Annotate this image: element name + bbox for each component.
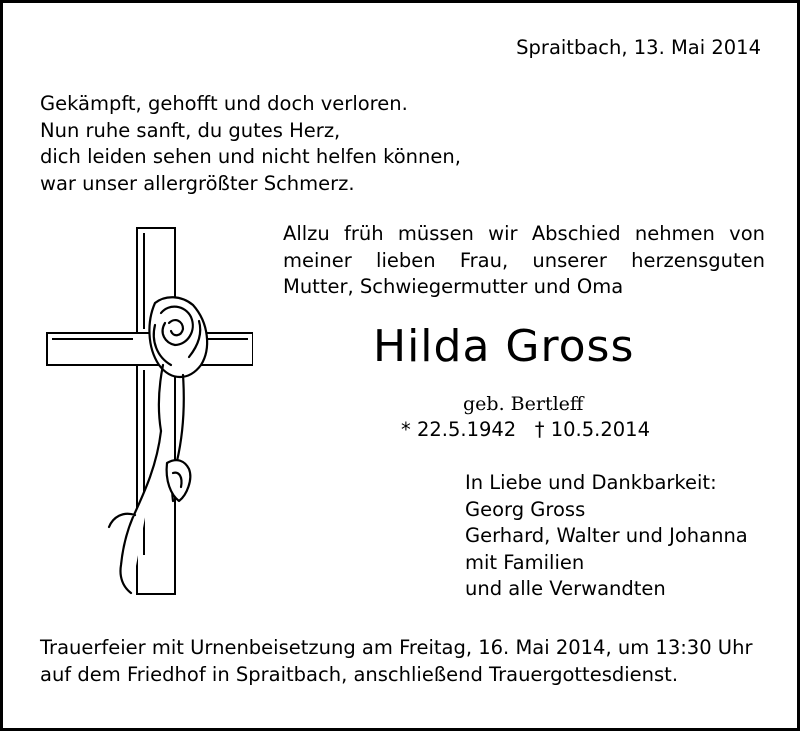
deceased-name: Hilda Gross (373, 321, 635, 372)
cross-with-rose-icon (43, 225, 253, 599)
mourners-line: In Liebe und Dankbarkeit: (465, 471, 717, 494)
life-dates: * 22.5.1942 † 10.5.2014 (401, 418, 650, 441)
intro-text (283, 221, 765, 301)
poem-line: war unser allergrößter Schmerz. (40, 171, 355, 195)
mourners-list (465, 470, 748, 603)
service-line: Trauerfeier mit Urnenbeisetzung am Freitag, 16. Mai 2014, um 13:30 Uhr (40, 636, 753, 659)
maiden-name: geb. Bertleff (463, 393, 584, 415)
mourners-line: Georg Gross (465, 497, 586, 521)
intro-line: Mutter, Schwiegermutter und Oma (283, 275, 624, 298)
mourners-line: mit Familien (465, 550, 585, 574)
mourners-line: Gerhard, Walter und Johanna (465, 524, 748, 547)
poem-line: dich leiden sehen und nicht helfen können, (40, 145, 461, 168)
mourners-line: und alle Verwandten (465, 577, 666, 600)
intro-line: Allzu früh müssen wir Abschied nehmen von (283, 222, 765, 245)
poem-line: Gekämpft, gehofft und doch verloren. (40, 92, 408, 115)
service-info (40, 635, 752, 688)
date-line: Spraitbach, 13. Mai 2014 (516, 36, 761, 59)
poem-line: Nun ruhe sanft, du gutes Herz, (40, 118, 341, 142)
poem (40, 91, 461, 197)
intro-line: meiner lieben Frau, unserer herzensguten (283, 248, 765, 272)
service-line: auf dem Friedhof in Spraitbach, anschließend Trauergottesdienst. (40, 662, 679, 686)
